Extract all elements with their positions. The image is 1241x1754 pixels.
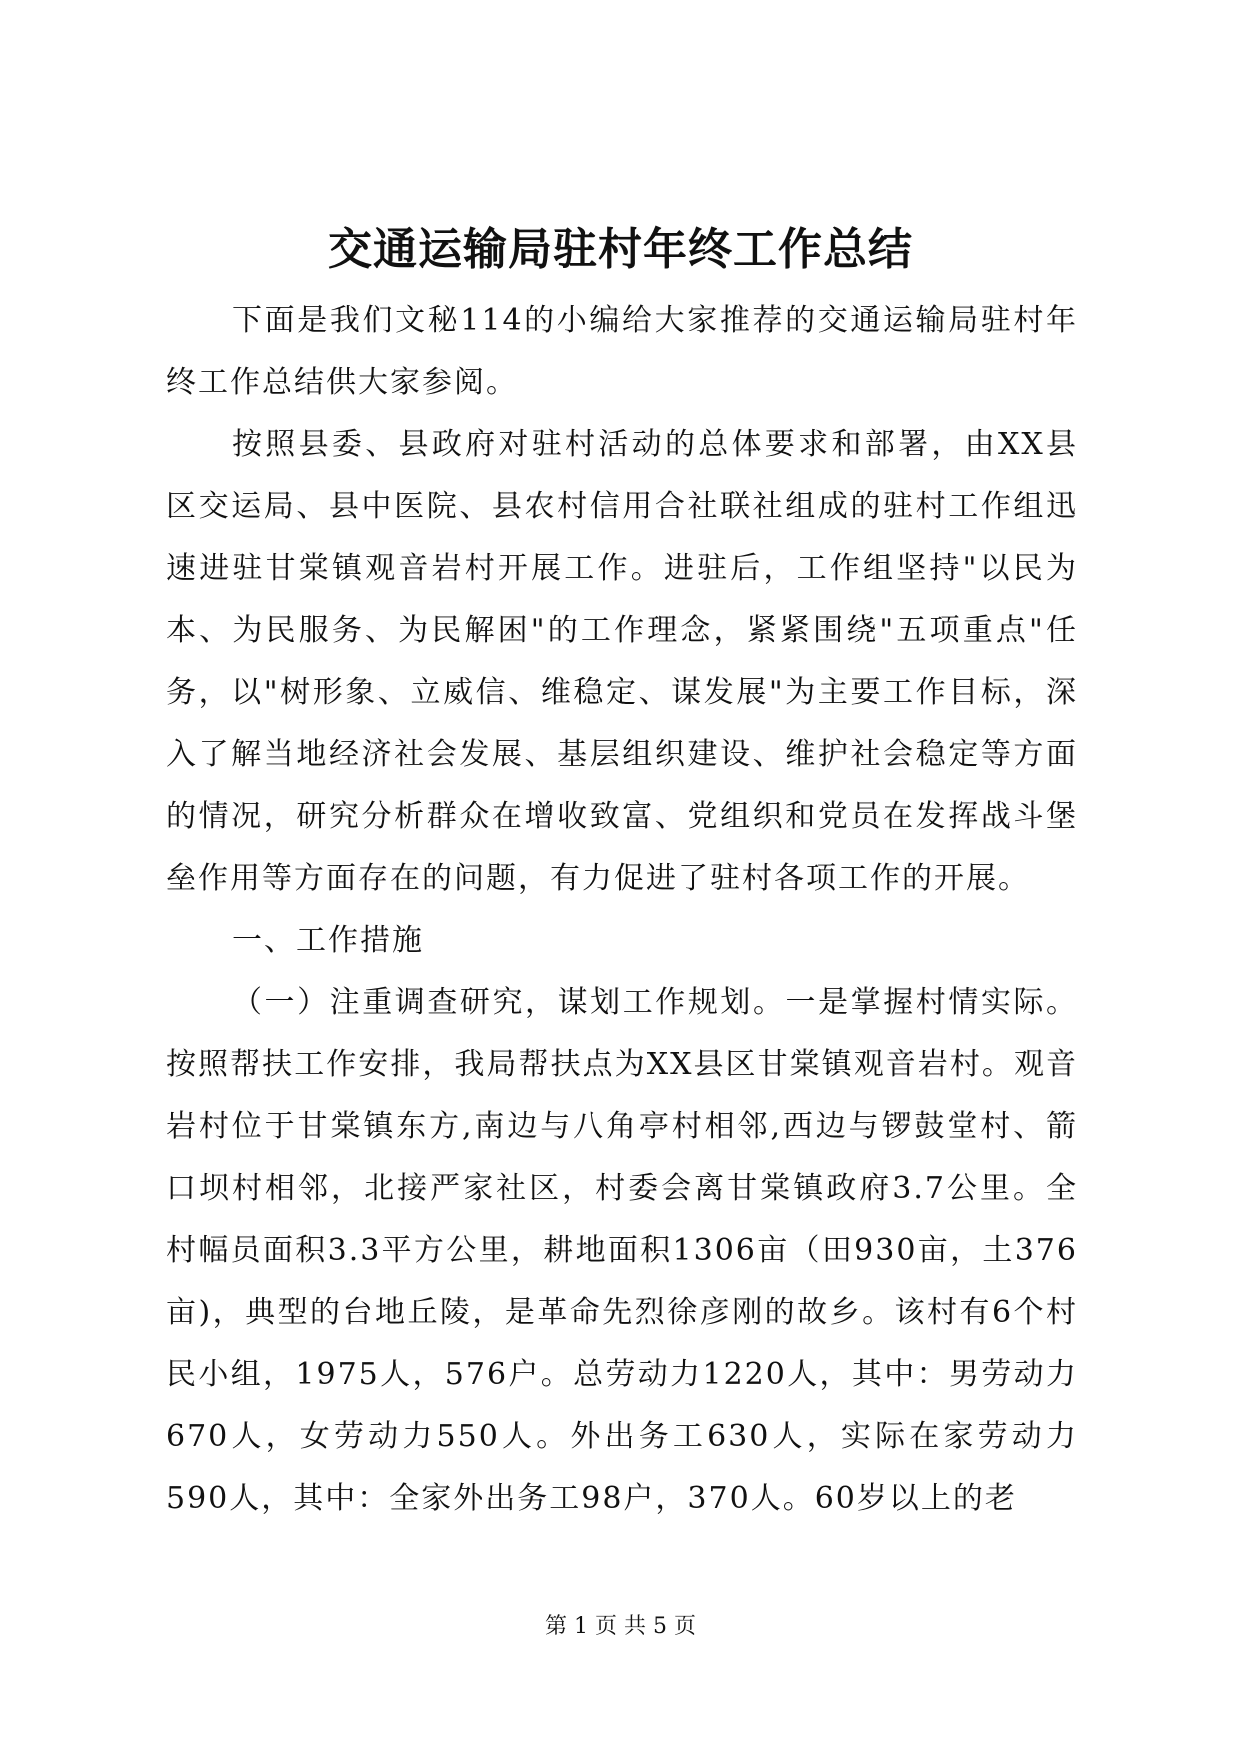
page-footer: 第 1 页 共 5 页 bbox=[545, 1614, 696, 1639]
document-title: 交通运输局驻村年终工作总结 bbox=[328, 224, 913, 275]
document-body bbox=[166, 290, 1078, 1530]
paragraph-overview: 按照县委、县政府对驻村活动的总体要求和部署，由XX县区交运局、县中医院、县农村信用合社联社组成的驻村工作组迅速进驻甘棠镇观音岩村开展工作。进驻后，工作组坚持"以民为本、为民服务、为民解困"的工作理念，紧紧围绕"五项重点"任务，以"树形象、立威信、维稳定、谋发展"为主要工作目标，深入了解当地经济社会发展、基层组织建设、维护社会稳定等方面的情况，研究分析群众在增收致富、党组织和党员在发挥战斗堡垒作用等方面存在的问题，有力促进了驻村各项工作的开展。 bbox=[166, 427, 1078, 896]
paragraph-research: （一）注重调查研究，谋划工作规划。一是掌握村情实际。按照帮扶工作安排，我局帮扶点为XX县区甘棠镇观音岩村。观音岩村位于甘棠镇东方,南边与八角亭村相邻,西边与锣鼓堂村、箭口坝村相邻，北接严家社区，村委会离甘棠镇政府3.7公里。全村幅员面积3.3平方公里，耕地面积1306亩（田930亩，土376亩)，典型的台地丘陵，是革命先烈徐彦刚的故乡。该村有6个村民小组，1975人，576户。总劳动力1220人，其中：男劳动力670人，女劳动力550人。外出务工630人，实际在家劳动力590人，其中：全家外出务工98户，370人。60岁以上的老 bbox=[166, 985, 1078, 1516]
paragraph-intro: 下面是我们文秘114的小编给大家推荐的交通运输局驻村年终工作总结供大家参阅。 bbox=[166, 303, 1078, 400]
section-heading-work-measures: 一、工作措施 bbox=[232, 923, 424, 958]
